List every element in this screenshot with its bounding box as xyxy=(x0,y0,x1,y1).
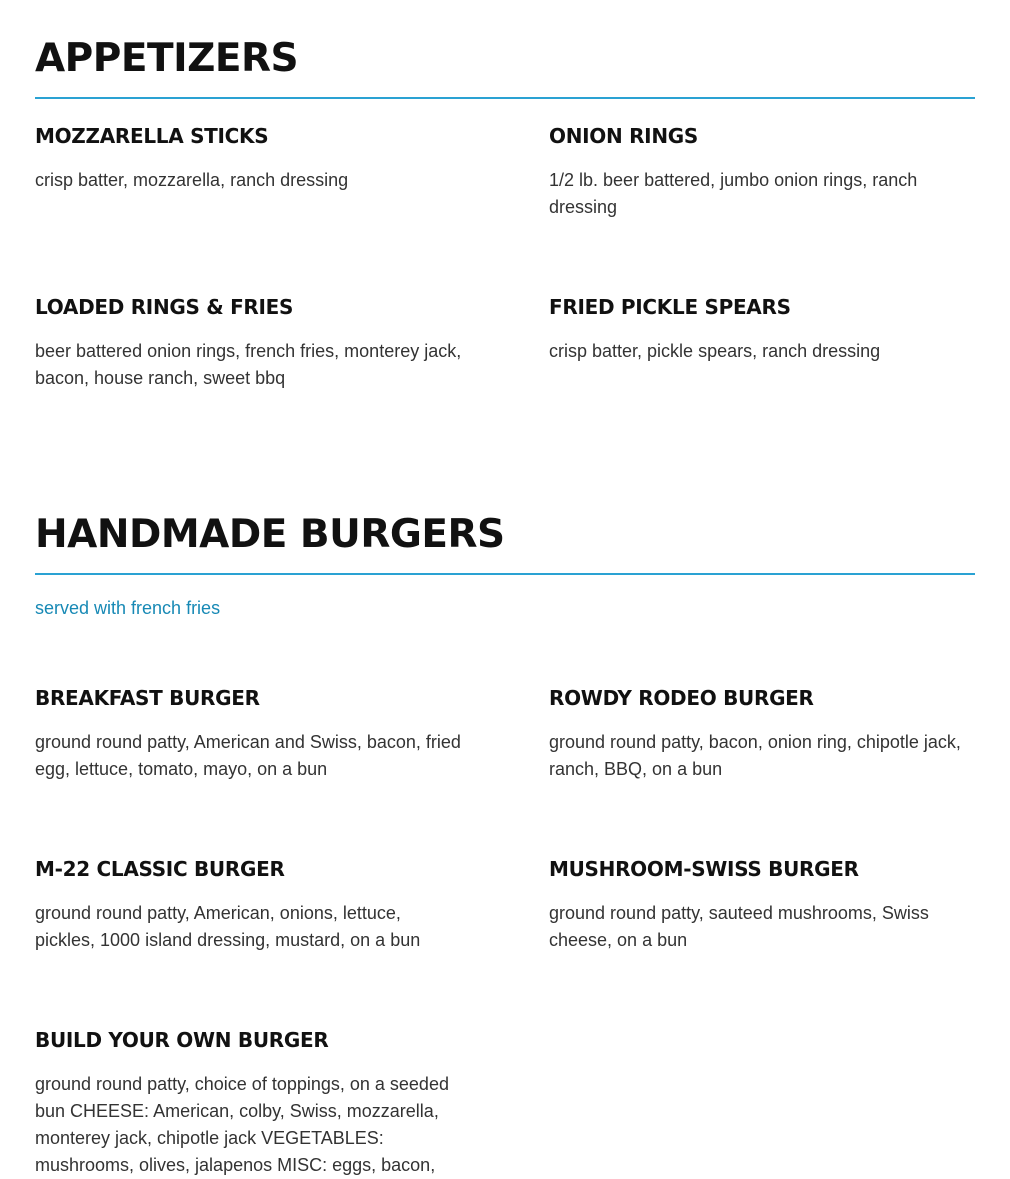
menu-item-build-your-own-burger xyxy=(35,1028,465,1175)
menu-item-breakfast-burger xyxy=(35,686,465,779)
menu-item-description: ground round patty, American, onions, lettuce, pickles, 1000 island dressing, mustard, on a bun xyxy=(35,903,421,950)
menu-item-name: BREAKFAST BURGER xyxy=(35,686,260,710)
appetizers-section xyxy=(35,0,975,420)
menu-item-description: ground round patty, bacon, onion ring, chipotle jack, ranch, BBQ, on a bun xyxy=(549,732,961,779)
menu-item-fried-pickle-spears xyxy=(549,295,979,361)
menu-item-mozzarella-sticks xyxy=(35,124,465,190)
menu-item-name: ROWDY RODEO BURGER xyxy=(549,686,814,710)
menu-item-name: M-22 CLASSIC BURGER xyxy=(35,857,285,881)
section-title-appetizers: APPETIZERS xyxy=(35,36,299,81)
menu-item-description: 1/2 lb. beer battered, jumbo onion rings, ranch dressing xyxy=(549,170,918,217)
section-divider xyxy=(35,573,975,575)
menu-item-description: crisp batter, pickle spears, ranch dressing xyxy=(549,341,881,361)
handmade-burgers-section xyxy=(35,476,975,1175)
menu-item-description: ground round patty, American and Swiss, bacon, fried egg, lettuce, tomato, mayo, on a bun xyxy=(35,732,461,779)
menu-item-description: ground round patty, sauteed mushrooms, Swiss cheese, on a bun xyxy=(549,903,929,950)
menu-item-description: beer battered onion rings, french fries, monterey jack, bacon, house ranch, sweet bbq xyxy=(35,341,462,388)
section-divider xyxy=(35,97,975,99)
menu-item-mushroom-swiss-burger xyxy=(549,857,979,950)
menu-item-rowdy-rodeo-burger xyxy=(549,686,979,779)
menu-item-name: MOZZARELLA STICKS xyxy=(35,124,269,148)
menu-item-name: BUILD YOUR OWN BURGER xyxy=(35,1028,329,1052)
section-subtitle: served with french fries xyxy=(35,598,221,618)
menu-item-description: crisp batter, mozzarella, ranch dressing xyxy=(35,170,349,190)
menu-item-description: ground round patty, choice of toppings, on a seeded bun CHEESE: American, colby, Swiss, mozzarella, monterey jack, chipotle jack VEGETABLES: mushrooms, olives, jalapenos MISC: eggs, bacon, xyxy=(35,1074,449,1175)
menu-item-name: ONION RINGS xyxy=(549,124,698,148)
menu-item-m22-classic-burger xyxy=(35,857,465,950)
menu-item-name: MUSHROOM-SWISS BURGER xyxy=(549,857,859,881)
section-title-handmade-burgers: HANDMADE BURGERS xyxy=(35,512,505,557)
menu-item-loaded-rings-fries xyxy=(35,295,465,388)
menu-item-onion-rings xyxy=(549,124,979,217)
menu-item-name: LOADED RINGS & FRIES xyxy=(35,295,294,319)
menu-item-name: FRIED PICKLE SPEARS xyxy=(549,295,791,319)
